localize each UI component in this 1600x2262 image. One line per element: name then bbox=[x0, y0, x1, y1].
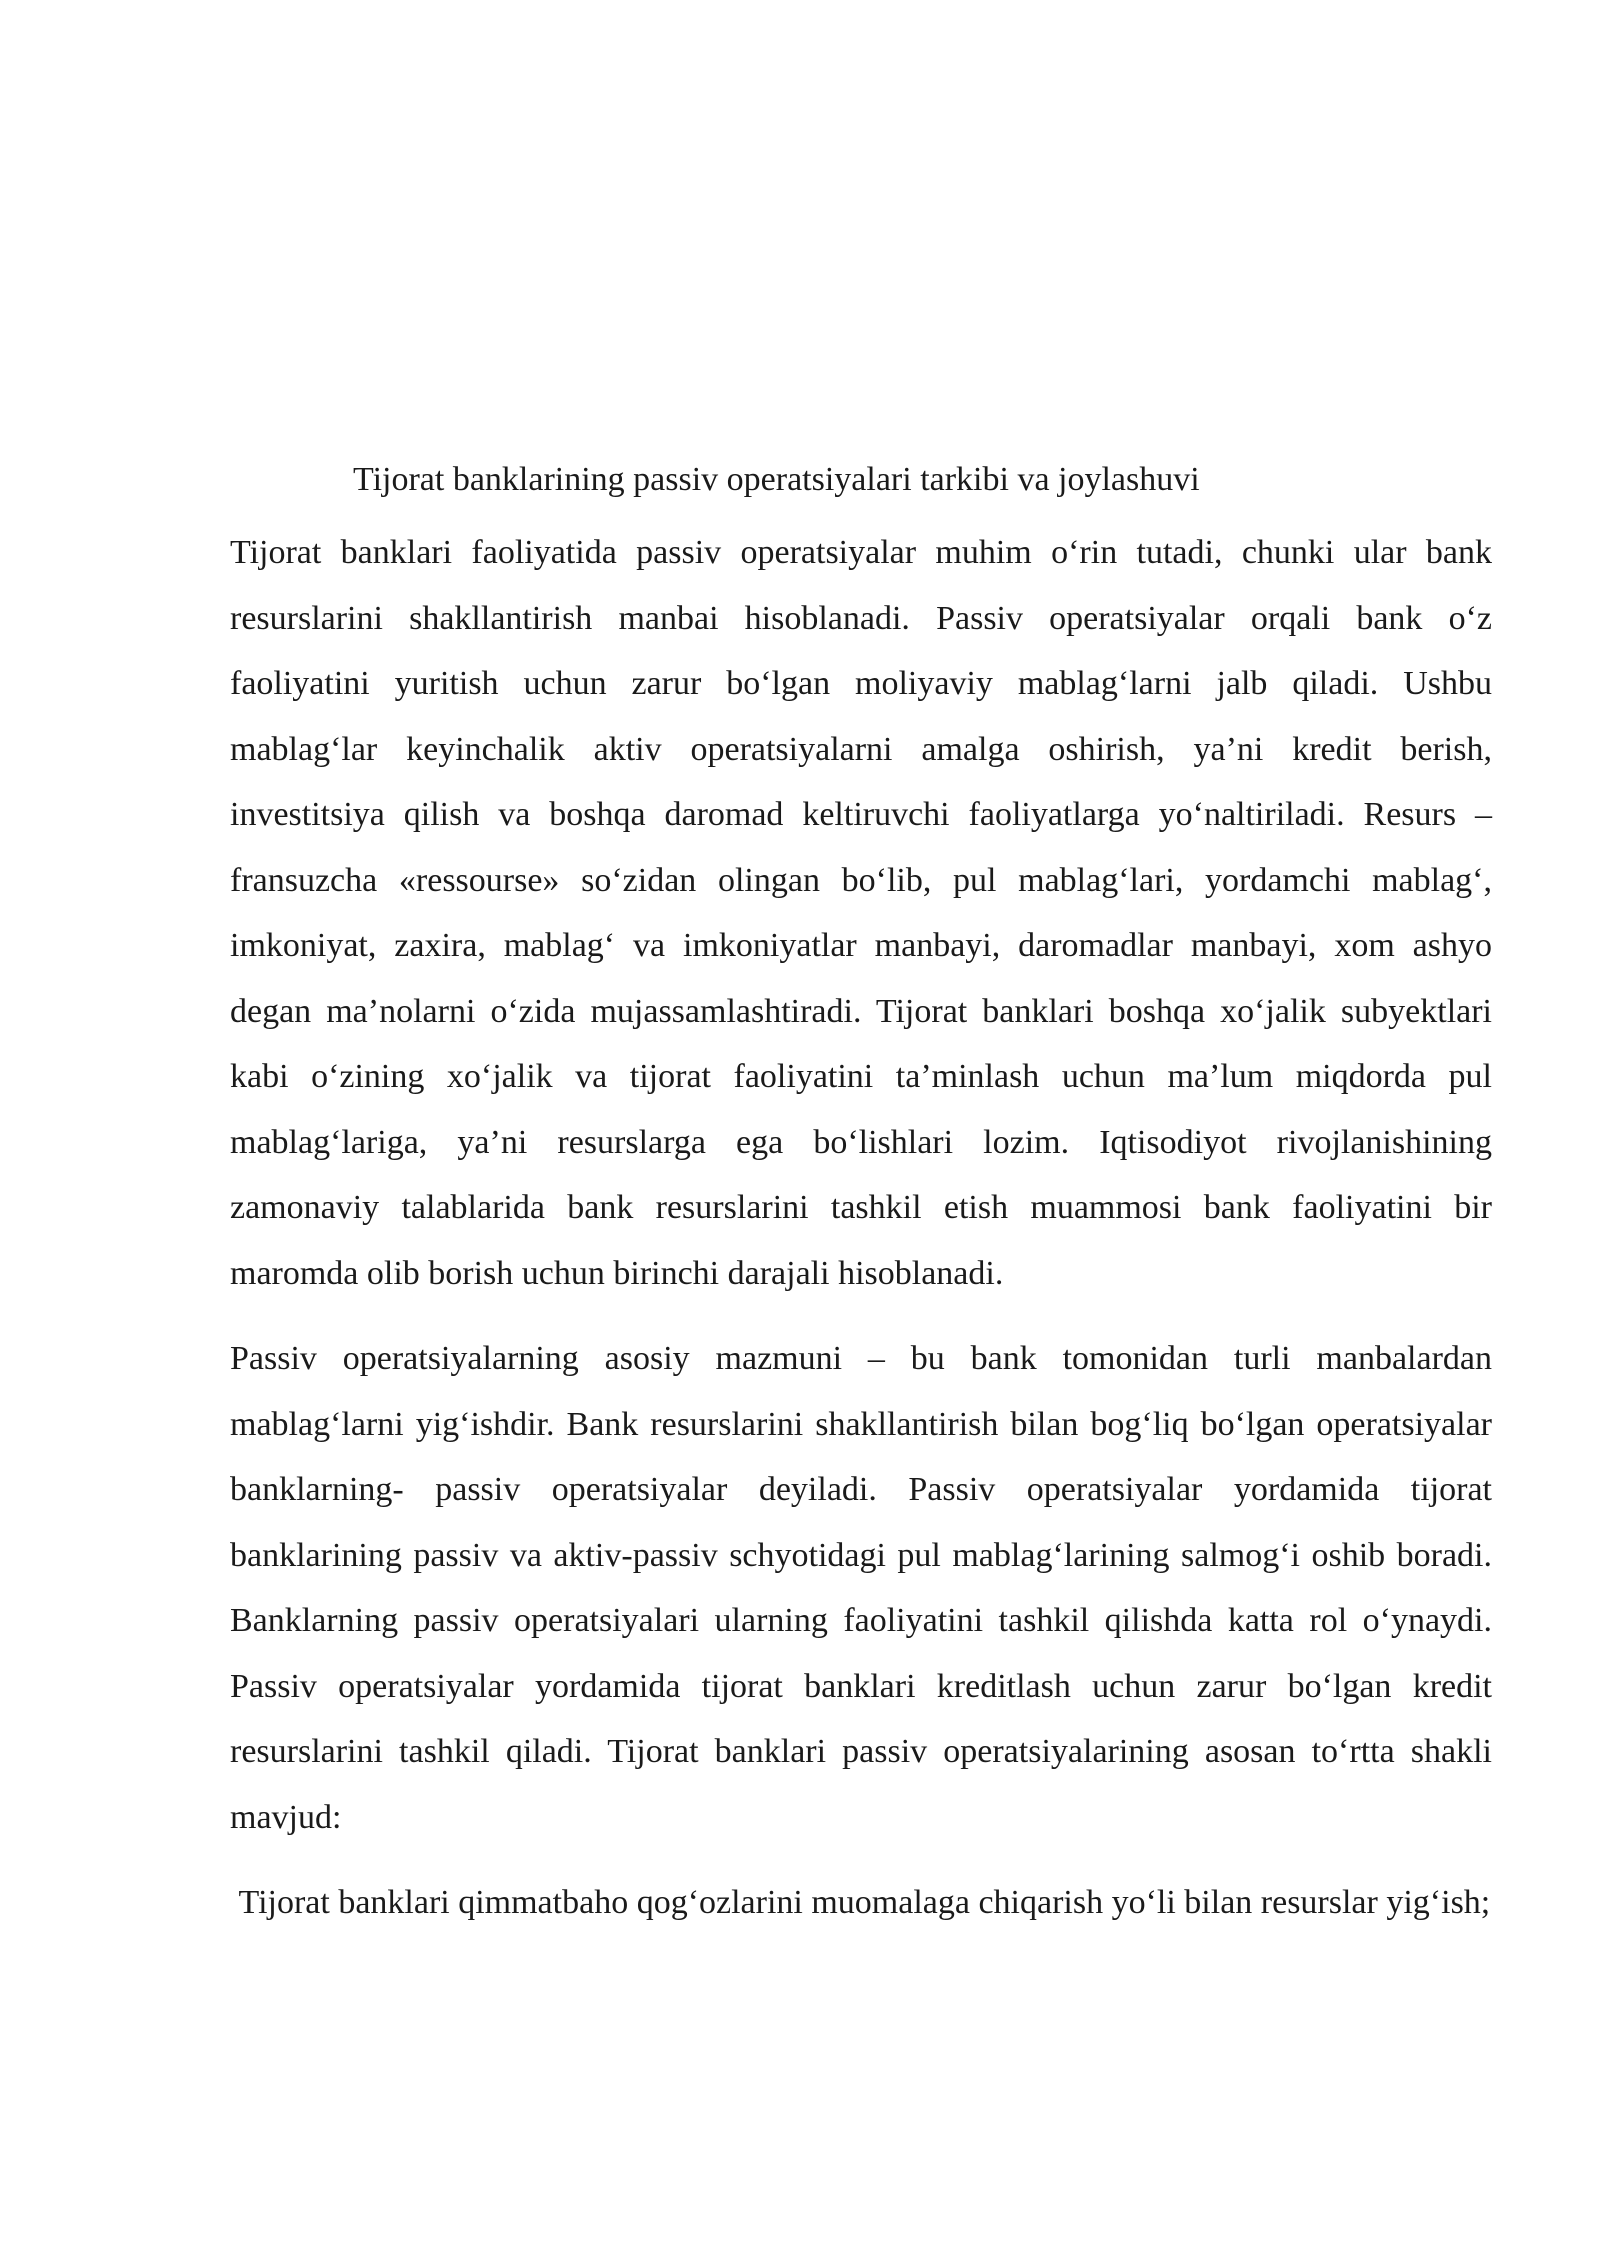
document-title: Tijorat banklarining passiv operatsiyalari tarkibi va joylashuvi bbox=[353, 461, 1200, 498]
paragraph-securities: Tijorat banklari qimmatbaho qog‘ozlarini muomalaga chiqarish yo‘li bilan resurslar yig‘ish; bbox=[230, 1884, 1491, 1921]
paragraph-passive-operations: Passiv operatsiyalarning asosiy mazmuni – bu bank tomonidan turli manbalardan mablag‘larni yig‘ishdir. Bank resurslarini shakllantirish bilan bog‘liq bo‘lgan operatsiyalar banklarning- passiv operatsiyalar deyiladi. Passiv operatsiyalar yordamida tijorat banklarining passiv va aktiv-passiv schyotidagi pul mablag‘larining salmog‘i oshib boradi. Banklarning passiv operatsiyalari ularning faoliyatini tashkil qilishda katta rol o‘ynaydi. Passiv operatsiyalar yordamida tijorat banklari kreditlash uchun zarur bo‘lgan kredit resurslarini tashkil qiladi. Tijorat banklari passiv operatsiyalarining asosan to‘rtta shakli mavjud: bbox=[230, 1340, 1492, 1836]
document-body bbox=[230, 450, 1492, 1936]
paragraph-resources: Tijorat banklari faoliyatida passiv operatsiyalar muhim o‘rin tutadi, chunki ular bank resurslarini shakllantirish manbai hisoblanadi. Passiv operatsiyalar orqali bank o‘z faoliyatini yuritish uchun zarur bo‘lgan moliyaviy mablag‘larni jalb qiladi. Ushbu mablag‘lar keyinchalik aktiv operatsiyalarni amalga oshirish, ya’ni kredit berish, investitsiya qilish va boshqa daromad keltiruvchi faoliyatlarga yo‘naltiriladi. Resurs – fransuzcha «ressourse» so‘zidan olingan bo‘lib, pul mablag‘lari, yordamchi mablag‘, imkoniyat, zaxira, mablag‘ va imkoniyatlar manbayi, daromadlar manbayi, xom ashyo degan ma’nolarni o‘zida mujassamlashtiradi. Tijorat banklari boshqa xo‘jalik subyektlari kabi o‘zining xo‘jalik va tijorat faoliyatini ta’minlash uchun ma’lum miqdorda pul mablag‘lariga, ya’ni resurslarga ega bo‘lishlari lozim. Iqtisodiyot rivojlanishining zamonaviy talablarida bank resurslarini tashkil etish muammosi bank faoliyatini bir maromda olib borish uchun birinchi darajali hisoblanadi. bbox=[230, 534, 1492, 1292]
